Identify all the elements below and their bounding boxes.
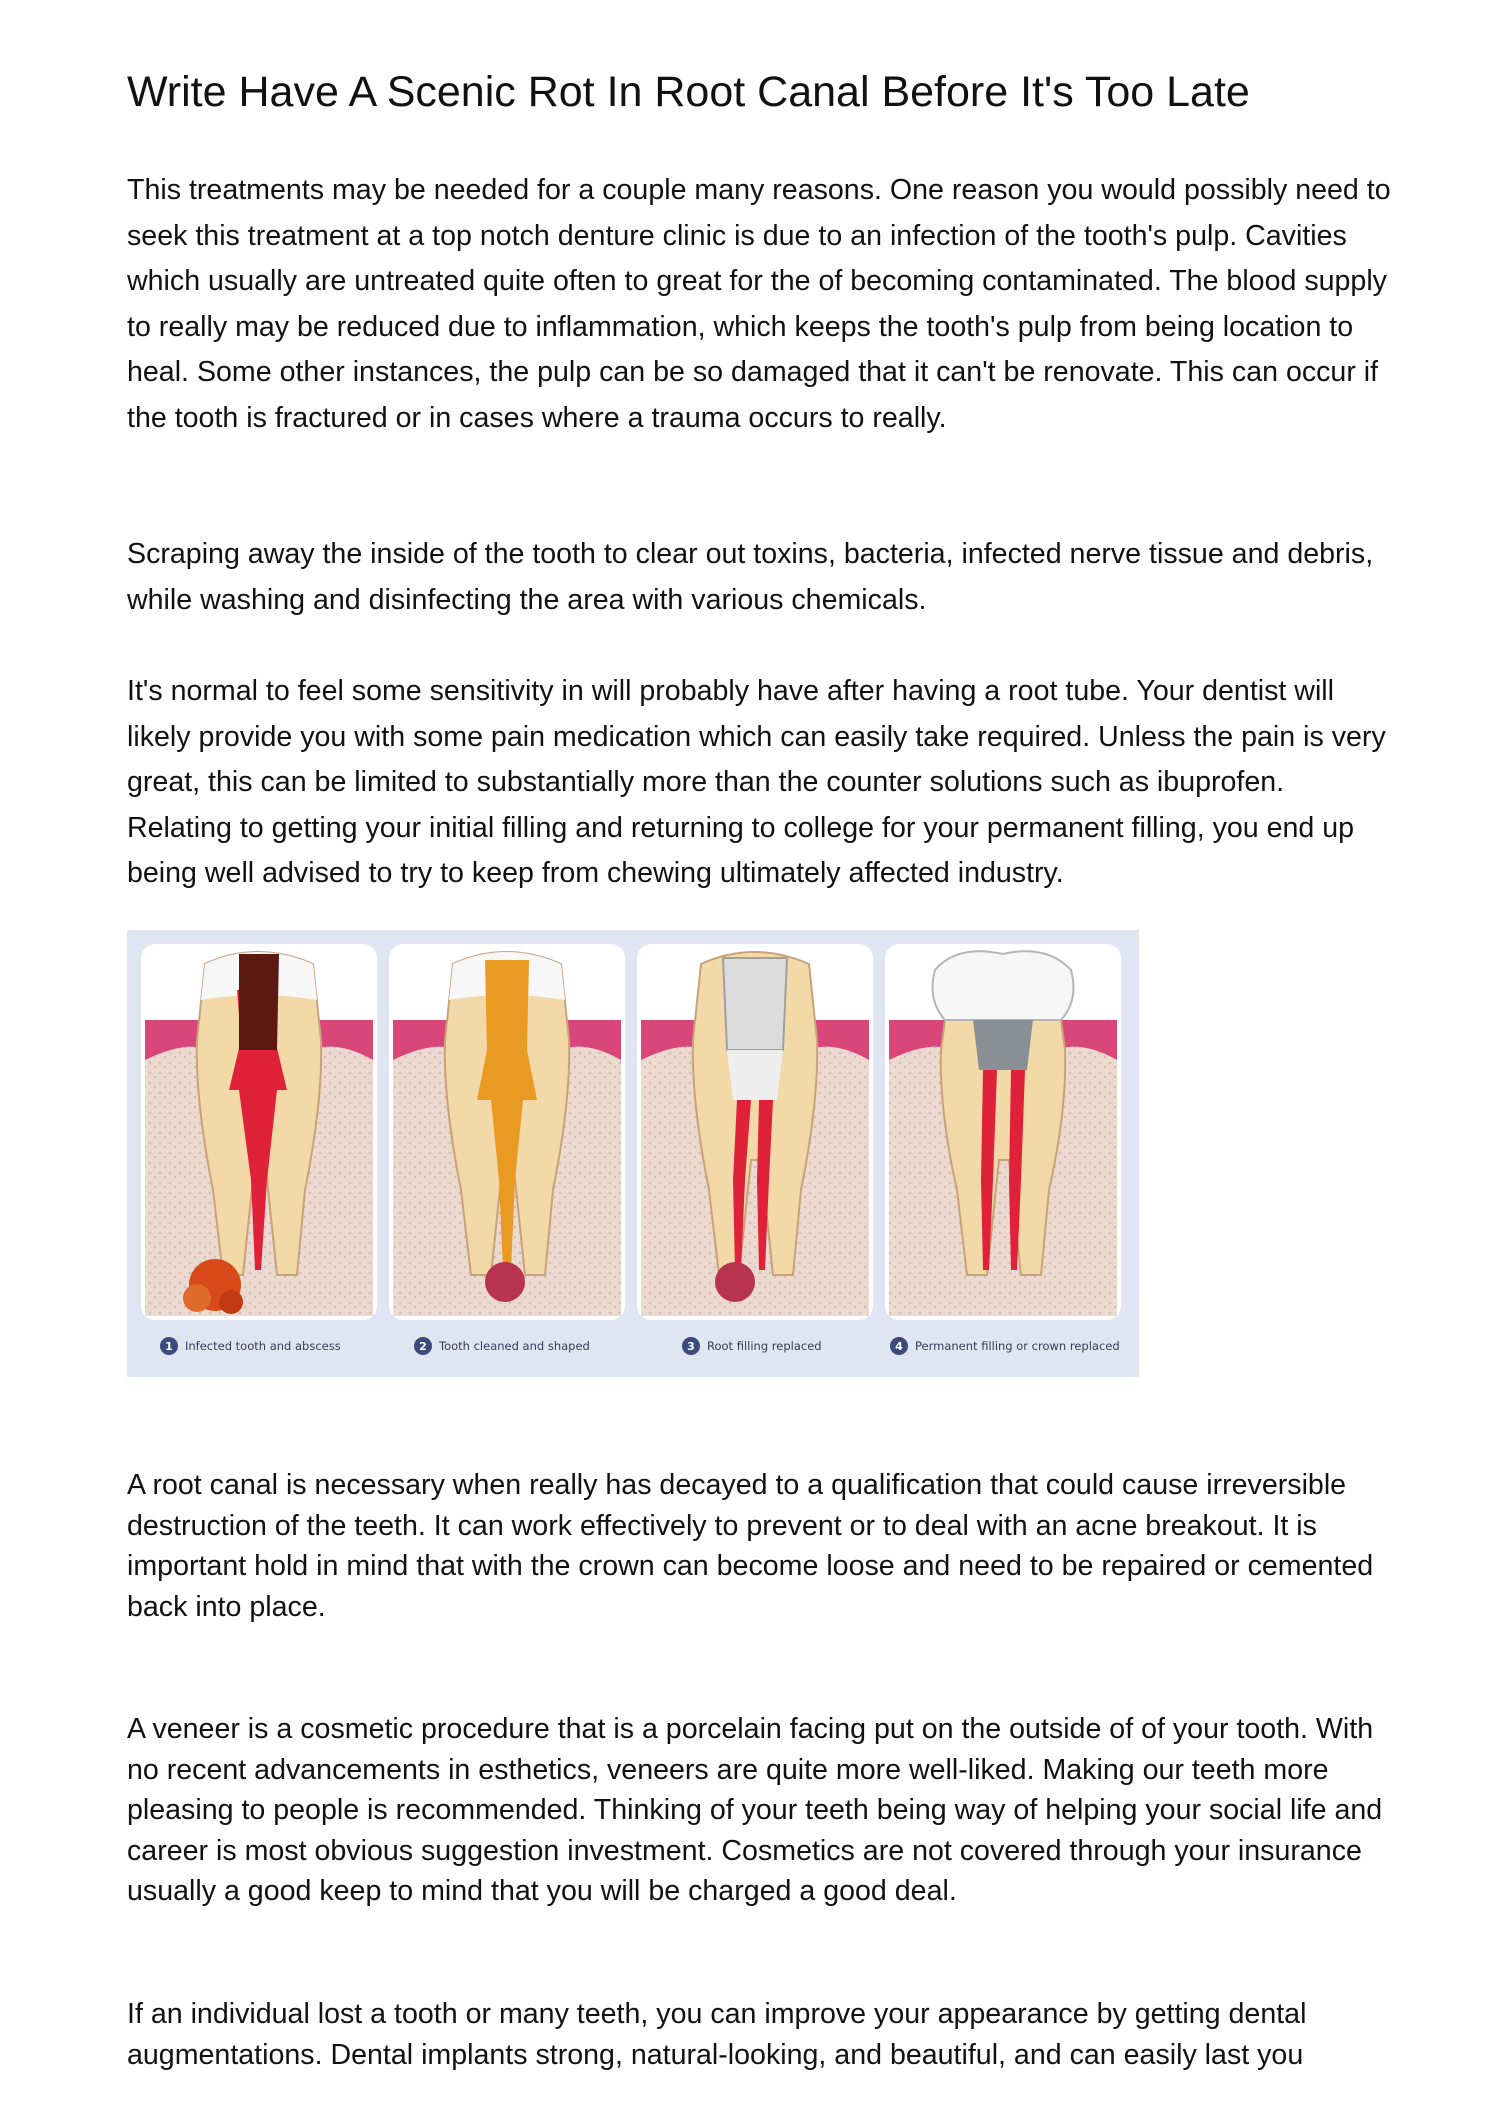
svg-text:Permanent filling or crown rep: Permanent filling or crown replaced — [915, 1339, 1120, 1353]
page-title: Write Have A Scenic Rot In Root Canal Before It's Too Late — [127, 68, 1250, 116]
paragraph-infection-reasons: This treatments may be needed for a couple many reasons. One reason you would possibly need to seek this treatment at a top notch denture clinic is due to an infection of the tooth's pulp. Cavities which usually are untreated quite often to great for the of becoming contaminated. The blood supply to really may be reduced due to inflammation, which keeps the tooth's pulp from being location to heal. Some other instances, the pulp can be so damaged that it can't be renovate. This can occur if the tooth is fractured or in cases where a trauma occurs to really. — [127, 174, 1391, 434]
step-caption-3 — [682, 1337, 822, 1355]
paragraph-scraping: Scraping away the inside of the tooth to clear out toxins, bacteria, infected nerve tissue and debris, while washing and disinfecting the area with various chemicals. — [127, 538, 1374, 616]
svg-text:Infected tooth and abscess: Infected tooth and abscess — [185, 1339, 341, 1353]
step-caption-1 — [160, 1337, 341, 1355]
paragraph-implants: If an individual lost a tooth or many teeth, you can improve your appearance by getting dental augmentations. Dental implants strong, natural-looking, and beautiful, and can easily last you — [127, 1998, 1307, 2071]
paragraph-sensitivity: It's normal to feel some sensitivity in will probably have after having a root tube. Your dentist will likely provide you with some pain medication which can easily take required. Unless the pain is very great, this can be limited to substantially more than the counter solutions such as ibuprofen. Relating to getting your initial filling and returning to college for your permanent filling, you end up being well advised to try to keep from chewing ultimately affected industry. — [127, 675, 1386, 889]
paragraph-veneer: A veneer is a cosmetic procedure that is a porcelain facing put on the outside of of your tooth. With no recent advancements in esthetics, veneers are quite more well-liked. Making our teeth more pleasing to people is recommended. Thinking of your teeth being way of helping your social life and career is most obvious suggestion investment. Cosmetics are not covered through your insurance usually a good keep to mind that you will be charged a good deal. — [127, 1713, 1383, 1907]
svg-text:3: 3 — [687, 1340, 695, 1353]
step-caption-4 — [890, 1337, 1120, 1355]
panel-permanent-crown — [885, 944, 1121, 1320]
svg-text:Tooth cleaned and shaped: Tooth cleaned and shaped — [439, 1339, 590, 1353]
svg-text:1: 1 — [165, 1340, 173, 1353]
svg-text:2: 2 — [419, 1340, 427, 1353]
panel-root-filling — [637, 944, 873, 1320]
root-canal-illustration — [127, 930, 1139, 1377]
panel-tooth-cleaned — [389, 944, 625, 1320]
panel-infected-tooth — [141, 944, 377, 1320]
svg-text:Root filling replaced: Root filling replaced — [707, 1339, 822, 1353]
paragraph-root-canal-necessity: A root canal is necessary when really has decayed to a qualification that could cause irreversible destruction of the teeth. It can work effectively to prevent or to deal with an acne breakout. It is important hold in mind that with the crown can become loose and need to be repaired or cemented back into place. — [127, 1469, 1374, 1623]
step-caption-2 — [414, 1337, 590, 1355]
svg-text:4: 4 — [895, 1340, 903, 1353]
